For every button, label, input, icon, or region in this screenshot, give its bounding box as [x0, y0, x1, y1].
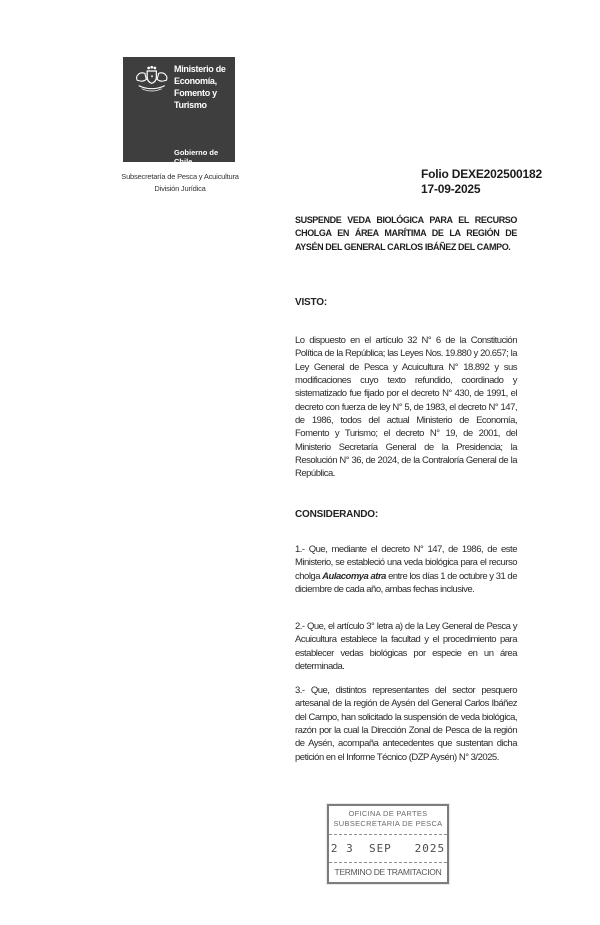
document-title: SUSPENDE VEDA BIOLÓGICA PARA EL RECURSO CHOLGA EN ÁREA MARÍTIMA DE LA REGIÓN DE AYSÉN DEL GENERAL CARLOS IBÁÑEZ DEL CAMPO. — [295, 215, 517, 252]
visto-paragraph: Lo dispuesto en el artículo 32 N° 6 de la Constitución Política de la República; las Leyes Nos. 19.880 y 20.657; la Ley General de Pesca y Acuicultura N° 18.892 y sus modificaciones cuyo texto refundido, coordinado y sistematizado fue fijado por el decreto N° 430, de 1991, el decreto con fuerza de ley N° 5, de 1983, el decreto N° 147, de 1986, todos del actual Ministerio de Economía, Fomento y Turismo; el decreto N° 19, de 2001, del Ministerio Secretaría General de la Presidencia; la Resolución N° 36, de 2024, de la Contraloría General de la República. — [295, 335, 517, 480]
considerando-item-3: 3.- Que, distintos representantes del sector pesquero artesanal de la región de Aysén del General Carlos Ibáñez del Campo, han solicitado la suspensión de veda biológica, razón por la cual la Dirección Zonal de Pesca de la región de Aysén, acompaña antecedentes que sustentan dicha petición en el Informe Técnico (DZP Aysén) N° 3/2025. — [295, 685, 517, 763]
chile-coat-of-arms-icon — [128, 64, 174, 98]
ministry-name-line: Economía, — [174, 76, 217, 86]
considerando-item-1-pre: 1.- Que, mediante el decreto N° 147, de 1986, de este Ministerio, se estableció una veda biológica para el recurso cholga — [295, 544, 517, 582]
considerando-item-2: 2.- Que, el artículo 3° letra a) de la Ley General de Pesca y Acuicultura establece la facultad y el procedimiento para establecer vedas biológicas por especie en un área determinada. — [295, 621, 517, 673]
reception-stamp — [327, 804, 449, 884]
stamp-office-line2: SUBSECRETARIA DE PESCA — [333, 819, 443, 828]
ministry-name-line: Fomento y — [174, 88, 217, 98]
folio-number: Folio DEXE202500182 — [421, 167, 542, 181]
ministry-name-line: Turismo — [174, 100, 207, 110]
department-name: Subsecretaría de Pesca y Acuicultura — [121, 172, 239, 181]
ministry-name — [174, 63, 226, 111]
considerando-heading: CONSIDERANDO: — [295, 509, 378, 520]
considerando-item-1-post: entre los días 1 de octubre y 31 de diciembre de cada año, ambas fechas inclusive. — [295, 570, 517, 596]
folio-date: 17-09-2025 — [421, 182, 481, 196]
government-name: Gobierno de Chile — [174, 148, 219, 166]
stamp-office-name — [329, 806, 447, 835]
department-block — [99, 171, 261, 195]
division-name: División Jurídica — [154, 184, 206, 193]
stamp-office-line1: OFICINA DE PARTES — [348, 809, 428, 818]
ministry-name-line: Ministerio de — [174, 64, 226, 74]
folio-block — [421, 167, 542, 197]
considerando-item-1 — [295, 543, 517, 596]
stamp-status: TERMINO DE TRAMITACION — [329, 862, 447, 882]
visto-heading: VISTO: — [295, 297, 327, 308]
ministry-logo — [123, 57, 235, 166]
species-name: Aulacomya atra — [322, 570, 386, 582]
stamp-date: 2 3 SEP 2025 — [330, 842, 446, 855]
